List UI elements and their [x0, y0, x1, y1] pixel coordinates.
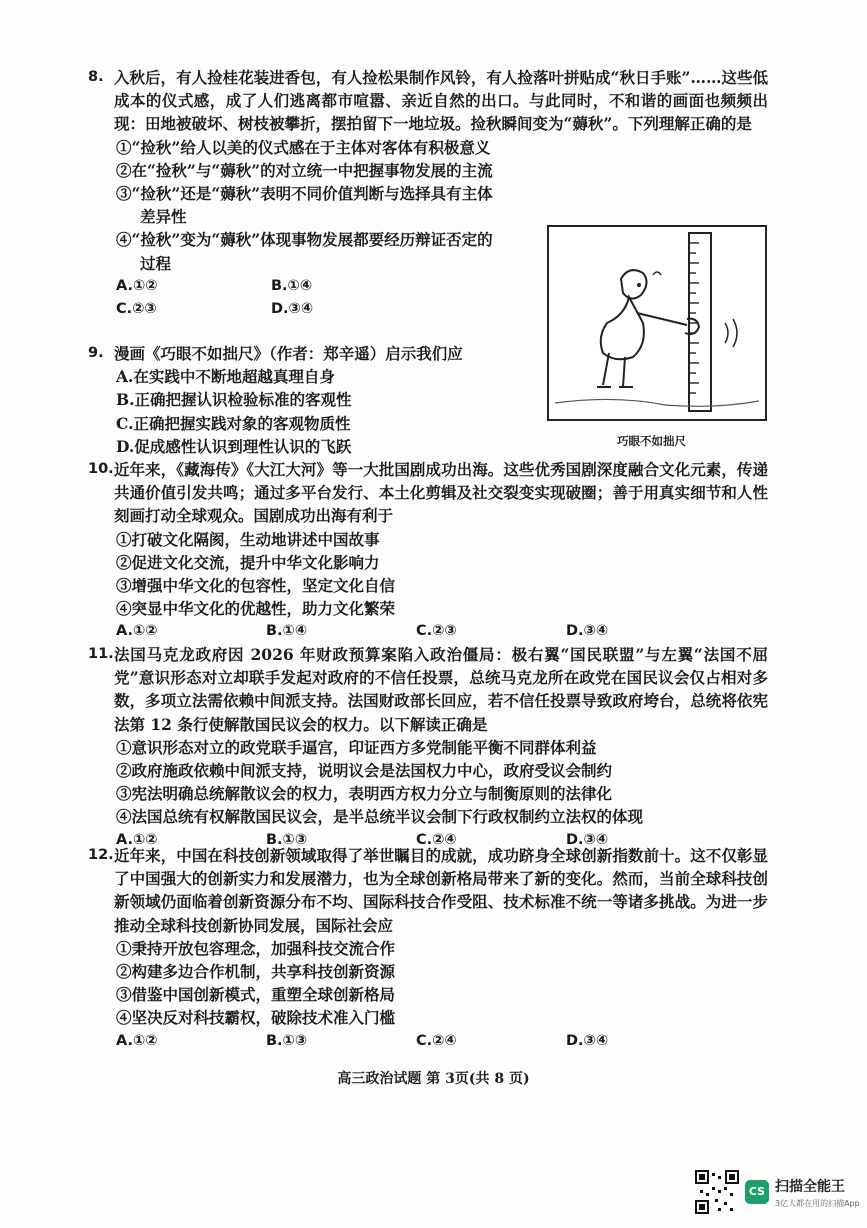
- statement-3: ③“捡秋”还是“薅秋”表明不同价值判断与选择具有主体: [116, 184, 493, 204]
- option-b: B.正确把握认识检验标准的客观性: [116, 390, 352, 410]
- question-number: 8.: [88, 69, 104, 85]
- scanner-brand: [775, 1176, 860, 1209]
- option-b: B.①④: [266, 623, 308, 640]
- statement-2: ②在“捡秋”与“薅秋”的对立统一中把握事物发展的主流: [116, 160, 493, 180]
- qr-code-icon: [695, 1170, 739, 1214]
- option-a: A.①②: [116, 623, 158, 640]
- statement-4: ④法国总统有权解散国民议会，是半总统半议会制下行政权制约立法权的体现: [116, 807, 644, 827]
- question-stem: 法国马克龙政府因 2026 年财政预算案陷入政治僵局：极右翼“国民联盟”与左翼“法国不屈党”意识形态对立却联手发起对政府的不信任投票，总统马克龙所在政党在国民议会仅占相对多数，多项立法需依赖中间派支持。法国财政部长回应，若不信任投票导致政府垮台，总统将依宪法第 12 条行使解散国民议会的权力。以下解读正确是: [114, 645, 768, 734]
- option-d: D.③④: [271, 301, 314, 318]
- question-12: [88, 844, 768, 1053]
- statement-3: ③增强中华文化的包容性，坚定文化自信: [116, 576, 396, 596]
- statement-4: ④坚决反对科技霸权，破除技术准入门槛: [116, 1008, 396, 1028]
- question-9: [88, 342, 768, 458]
- question-number: 11.: [88, 646, 114, 662]
- question-number: 12.: [88, 847, 114, 863]
- option-a: A.①②: [116, 1032, 158, 1049]
- option-c: C.②③: [116, 301, 157, 318]
- option-b: B.①③: [266, 831, 308, 848]
- statement-4: ④“捡秋”变为“薅秋”体现事物发展都要经历辩证否定的: [116, 230, 493, 250]
- option-c: C.②④: [416, 1032, 457, 1049]
- statement-4-cont: 过程: [140, 253, 172, 273]
- option-d: D.③④: [566, 831, 609, 848]
- option-a: A.①②: [116, 277, 158, 294]
- question-11: [88, 643, 768, 852]
- statement-2: ②促进文化交流，提升中华文化影响力: [116, 552, 380, 572]
- option-b: B.①③: [266, 1032, 308, 1049]
- statement-1: ①打破文化隔阂，生动地讲述中国故事: [116, 529, 380, 549]
- statement-4: ④突显中华文化的优越性，助力文化繁荣: [116, 599, 396, 619]
- option-d: D.③④: [566, 623, 609, 640]
- question-stem: 漫画《巧眼不如拙尺》（作者：郑辛遥）启示我们应: [114, 344, 463, 363]
- statement-3: ③宪法明确总统解散议会的权力，表明西方权力分立与制衡原则的法律化: [116, 784, 613, 804]
- question-10: [88, 458, 768, 644]
- statement-1: ①意识形态对立的政党联手逼宫，印证西方多党制能平衡不同群体利益: [116, 737, 597, 757]
- question-stem: 近年来，《藏海传》《大江大河》等一大批国剧成功出海。这些优秀国剧深度融合文化元素，传递共通价值引发共鸣；通过多平台发行、本土化剪辑及社交裂变实现破圈；善于用真实细节和人性刻画打动全球观众。国剧成功出海有利于: [114, 460, 768, 526]
- page-footer: 高三政治试题 第 3页(共 8 页): [337, 1071, 530, 1087]
- option-d: D.③④: [566, 1032, 609, 1049]
- question-stem: 近年来，中国在科技创新领域取得了举世瞩目的成就，成功跻身全球创新指数前十。这不仅彰显了中国强大的创新实力和发展潜力，也为全球创新格局带来了新的变化。然而，当前全球科技创新领域仍面临着创新资源分布不均、国际科技合作受阻、技术标准不统一等诸多挑战。为进一步推动全球科技创新协同发展，国际社会应: [114, 846, 768, 935]
- statement-2: ②政府施政依赖中间派支持，说明议会是法国权力中心，政府受议会制约: [116, 761, 613, 781]
- question-number: 9.: [88, 345, 104, 361]
- statement-3-cont: 差异性: [140, 207, 187, 227]
- statement-2: ②构建多边合作机制，共享科技创新资源: [116, 962, 396, 982]
- camscanner-logo-icon: CS: [745, 1180, 769, 1204]
- option-a: A.在实践中不断地超越真理自身: [116, 367, 335, 387]
- scanner-name: 扫描全能王: [775, 1178, 845, 1195]
- scanner-watermark: [695, 1170, 860, 1214]
- option-c: C.正确把握实践对象的客观物质性: [116, 413, 351, 433]
- options-row: [88, 1030, 768, 1053]
- options-row: [88, 620, 768, 643]
- statement-1: ①“捡秋”给人以美的仪式感在于主体对客体有积极意义: [116, 137, 491, 157]
- option-a: A.①②: [116, 831, 158, 848]
- cartoon-caption: 巧眼不如拙尺: [617, 434, 686, 448]
- question-stem: 入秋后，有人捡桂花装进香包，有人捡松果制作风铃，有人捡落叶拼贴成“秋日手账”……这些低成本的仪式感，成了人们逃离都市喧嚣、亲近自然的出口。与此同时，不和谐的画面也频频出现：田地被破坏、树枝被攀折，摆拍留下一地垃圾。捡秋瞬间变为“薅秋”。下列理解正确的是: [114, 68, 768, 134]
- question-number: 10.: [88, 461, 114, 477]
- scanner-slogan: 3亿人都在用的扫描App: [775, 1198, 860, 1208]
- option-b: B.①④: [271, 277, 313, 294]
- option-c: C.②③: [416, 623, 457, 640]
- statement-3: ③借鉴中国创新模式，重塑全球创新格局: [116, 985, 396, 1005]
- statement-1: ①秉持开放包容理念，加强科技交流合作: [116, 938, 396, 958]
- option-d: D.促成感性认识到理性认识的飞跃: [116, 436, 352, 456]
- option-c: C.②④: [416, 831, 457, 848]
